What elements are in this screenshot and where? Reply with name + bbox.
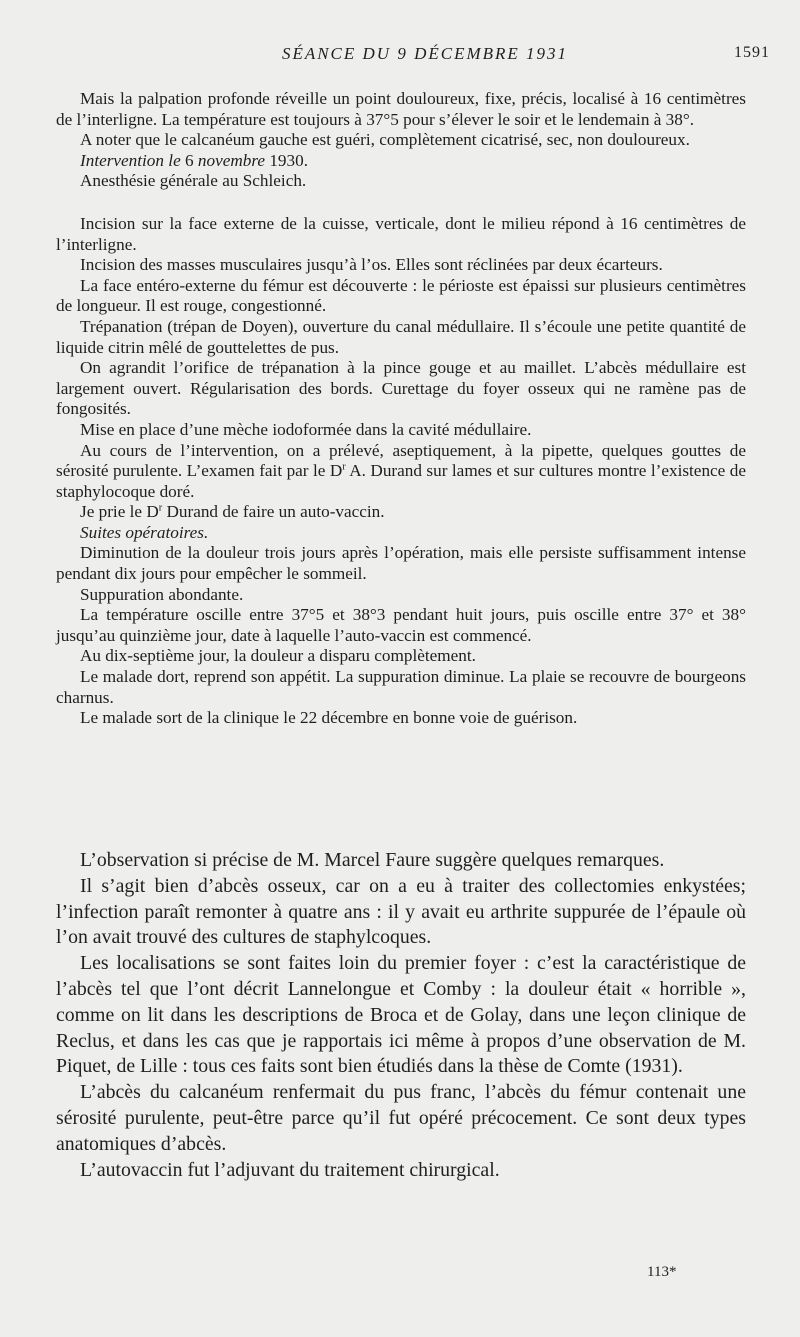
commentary <box>56 848 746 1183</box>
commentary-paragraph: L’autovaccin fut l’adjuvant du traitement chirurgical. <box>80 1158 500 1181</box>
commentary-paragraph: L’observation si précise de M. Marcel Faure suggère quelques remarques. <box>80 849 665 871</box>
case-paragraph: Anesthésie générale au Schleich. <box>80 171 307 191</box>
case-paragraph: Diminution de la douleur trois jours après l’opération, mais elle persiste suffisamment intense pendant dix jours pour empêcher le sommeil. <box>56 543 746 584</box>
case-paragraph: Mais la palpation profonde réveille un point douloureux, fixe, précis, localisé à 16 centimètres de l’interligne. La température est toujours à 37°5 pour s’élever le soir et le lendemain à 38°. <box>56 89 746 129</box>
commentary-paragraph: Il s’agit bien d’abcès osseux, car on a eu à traiter des collectomies enkystées; l’infection paraît remonter à quatre ans : il y avait eu arthrite suppurée de l’épaule où l’on avait trouvé des cultures de staphylcoques. <box>56 874 746 949</box>
case-paragraph: Incision des masses musculaires jusqu’à l’os. Elles sont réclinées par deux écarteurs. <box>80 255 663 275</box>
case-paragraph: Mise en place d’une mèche iodoformée dans la cavité médullaire. <box>80 419 532 439</box>
case-report <box>56 89 746 729</box>
case-paragraph: La température oscille entre 37°5 et 38°3 pendant huit jours, puis oscille entre 37° et 38° jusqu’au quinzième jour, date à laquelle l’auto-vaccin est commencé. <box>56 605 746 645</box>
case-paragraph: Je prie le $D^r$ Durand de faire un auto-vaccin. <box>80 502 385 522</box>
case-paragraph: La face entéro-externe du fémur est découverte : le périoste est épaissi sur plusieurs centimètres de longueur. Il est rouge, congestionné. <box>56 275 746 316</box>
running-title: SÉANCE DU 9 DÉCEMBRE 1931 <box>281 44 569 63</box>
intervention-heading: Intervention le 6 novembre 1930. <box>80 150 308 170</box>
case-paragraph: On agrandit l’orifice de trépanation à la pince gouge et au maillet. L’abcès médullaire est largement ouvert. Régularisation des bords. Curettage du foyer osseux qui ne ramène pas de fongosités. <box>56 358 746 419</box>
case-paragraph: Au cours de l’intervention, on a prélevé, aseptiquement, à la pipette, quelques gouttes de sérosité purulente. L’examen fait par le $D^r$ A. Durand sur lames et sur cultures montre l’existence de staphylocoque doré. <box>56 440 746 501</box>
commentary-paragraph: Les localisations se sont faites loin du premier foyer : c’est la caractéristique de l’abcès tel que l’ont décrit Lannelongue et Comby : la douleur était « horrible », comme on lit dans les descriptions de Broca et de Golay, dans une leçon clinique de Reclus, et dans les cas que je rapportais ici même à propos d’une observation de M. Piquet, de Lille : tous ces faits sont bien étudiés dans la thèse de Comte (1931). <box>56 952 746 1078</box>
case-paragraph: Trépanation (trépan de Doyen), ouverture du canal médullaire. Il s’écoule une petite quantité de liquide citrin mêlé de gouttelettes de pus. <box>56 316 746 357</box>
case-paragraph: Le malade sort de la clinique le 22 décembre en bonne voie de guérison. <box>80 708 578 728</box>
case-paragraph: Au dix-septième jour, la douleur a disparu complètement. <box>80 646 476 666</box>
case-paragraph: A noter que le calcanéum gauche est guéri, complètement cicatrisé, sec, non douloureux. <box>80 130 690 150</box>
running-header <box>80 44 770 66</box>
signature-mark: 113* <box>647 1264 677 1280</box>
suites-heading: Suites opératoires. <box>80 522 209 542</box>
page-number: 1591 <box>734 44 770 61</box>
case-paragraph: Incision sur la face externe de la cuisse, verticale, dont le milieu répond à 16 centimètres de l’interligne. <box>56 213 746 254</box>
commentary-paragraph: L’abcès du calcanéum renfermait du pus franc, l’abcès du fémur contenait une sérosité purulente, peut-être parce qu’il fut opéré précocement. Ce sont deux types anatomiques d’abcès. <box>56 1081 746 1155</box>
case-paragraph: Le malade dort, reprend son appétit. La suppuration diminue. La plaie se recouvre de bourgeons charnus. <box>56 667 746 707</box>
case-paragraph: Suppuration abondante. <box>80 584 244 604</box>
